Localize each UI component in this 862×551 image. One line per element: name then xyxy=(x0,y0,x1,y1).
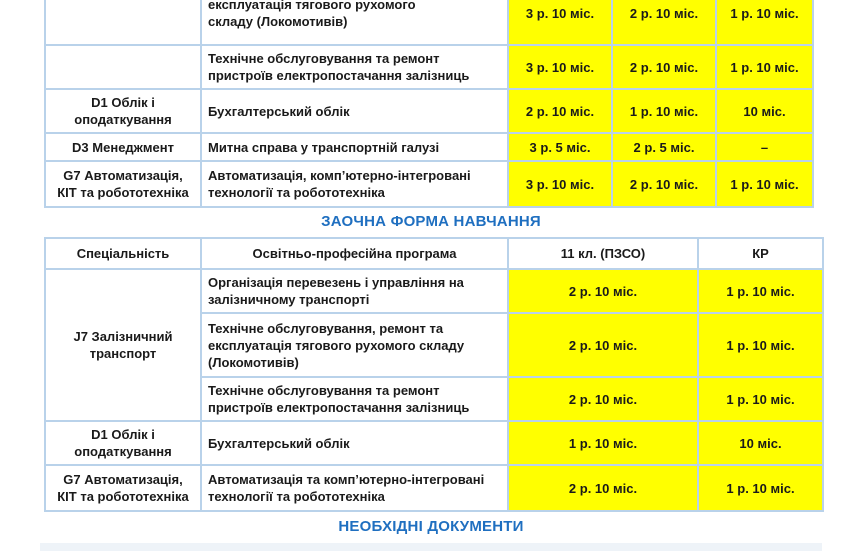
table-row xyxy=(45,269,823,313)
duration-cell: 1 р. 10 міс. xyxy=(508,421,698,465)
section-title-part-time: ЗАОЧНА ФОРМА НАВЧАННЯ xyxy=(321,213,541,230)
duration-cell: 1 р. 10 міс. xyxy=(698,269,823,313)
program-cell: Автоматизація, комп’ютерно-інтегровані технології та робототехніка xyxy=(201,161,508,207)
duration-cell: 1 р. 10 міс. xyxy=(716,45,813,89)
specialty-cell xyxy=(45,0,201,45)
program-cell: Бухгалтерський облік xyxy=(201,421,508,465)
program-cell: Технічне обслуговування, ремонт та експлуатація тягового рухомого складу (Локомотивів) xyxy=(201,313,508,377)
duration-cell: 1 р. 10 міс. xyxy=(716,0,813,45)
duration-cell: 1 р. 10 міс. xyxy=(698,465,823,511)
specialty-cell: G7 Автоматизація, КІТ та робототехніка xyxy=(45,465,201,511)
duration-cell: 2 р. 5 міс. xyxy=(612,133,716,161)
duration-cell: 1 р. 10 міс. xyxy=(698,313,823,377)
specialty-cell: D1 Облік і оподаткування xyxy=(45,89,201,133)
duration-cell: 2 р. 10 міс. xyxy=(508,269,698,313)
table-row xyxy=(45,465,823,511)
duration-cell: 1 р. 10 міс. xyxy=(698,377,823,421)
duration-cell: 2 р. 10 міс. xyxy=(508,377,698,421)
duration-cell: 3 р. 10 міс. xyxy=(508,45,612,89)
duration-cell: 2 р. 10 міс. xyxy=(612,0,716,45)
table-row xyxy=(45,45,813,89)
duration-cell: 2 р. 10 міс. xyxy=(508,89,612,133)
duration-cell: 2 р. 10 міс. xyxy=(508,313,698,377)
column-header-11-grade: 11 кл. (ПЗСО) xyxy=(508,238,698,269)
specialty-cell: J7 Залізничний транспорт xyxy=(45,269,201,421)
table-row xyxy=(45,421,823,465)
table-row xyxy=(45,133,813,161)
column-header-specialty: Спеціальність xyxy=(45,238,201,269)
table-row xyxy=(45,0,813,45)
duration-cell: 2 р. 10 міс. xyxy=(508,465,698,511)
duration-cell: 10 міс. xyxy=(698,421,823,465)
duration-cell: 1 р. 10 міс. xyxy=(716,161,813,207)
column-header-kr: КР xyxy=(698,238,823,269)
program-cell: експлуатація тягового рухомого складу (Локомотивів) xyxy=(201,0,508,45)
specialty-cell: G7 Автоматизація, КІТ та робототехніка xyxy=(45,161,201,207)
full-time-table xyxy=(44,0,814,208)
duration-cell: 2 р. 10 міс. xyxy=(612,45,716,89)
specialty-cell: D3 Менеджмент xyxy=(45,133,201,161)
duration-cell: 2 р. 10 міс. xyxy=(612,161,716,207)
duration-cell: 3 р. 5 міс. xyxy=(508,133,612,161)
program-cell: Бухгалтерський облік xyxy=(201,89,508,133)
program-cell: Технічне обслуговування та ремонт пристроїв електропостачання залізниць xyxy=(201,377,508,421)
table-row xyxy=(45,161,813,207)
duration-cell: 10 міс. xyxy=(716,89,813,133)
part-time-table xyxy=(44,237,824,512)
column-header-program: Освітньо-професійна програма xyxy=(201,238,508,269)
specialty-cell: D1 Облік і оподаткування xyxy=(45,421,201,465)
section-title-documents: НЕОБХІДНІ ДОКУМЕНТИ xyxy=(338,518,524,535)
cut-off-content-strip xyxy=(40,543,822,551)
duration-cell: 3 р. 10 міс. xyxy=(508,161,612,207)
program-cell: Технічне обслуговування та ремонт пристроїв електропостачання залізниць xyxy=(201,45,508,89)
duration-cell: 1 р. 10 міс. xyxy=(612,89,716,133)
specialty-cell xyxy=(45,45,201,89)
program-cell: Організація перевезень і управління на залізничному транспорті xyxy=(201,269,508,313)
table-row xyxy=(45,89,813,133)
duration-cell: – xyxy=(716,133,813,161)
program-cell: Автоматизація та комп’ютерно-інтегровані технології та робототехніка xyxy=(201,465,508,511)
program-cell: Митна справа у транспортній галузі xyxy=(201,133,508,161)
duration-cell: 3 р. 10 міс. xyxy=(508,0,612,45)
table-header-row xyxy=(45,238,823,269)
